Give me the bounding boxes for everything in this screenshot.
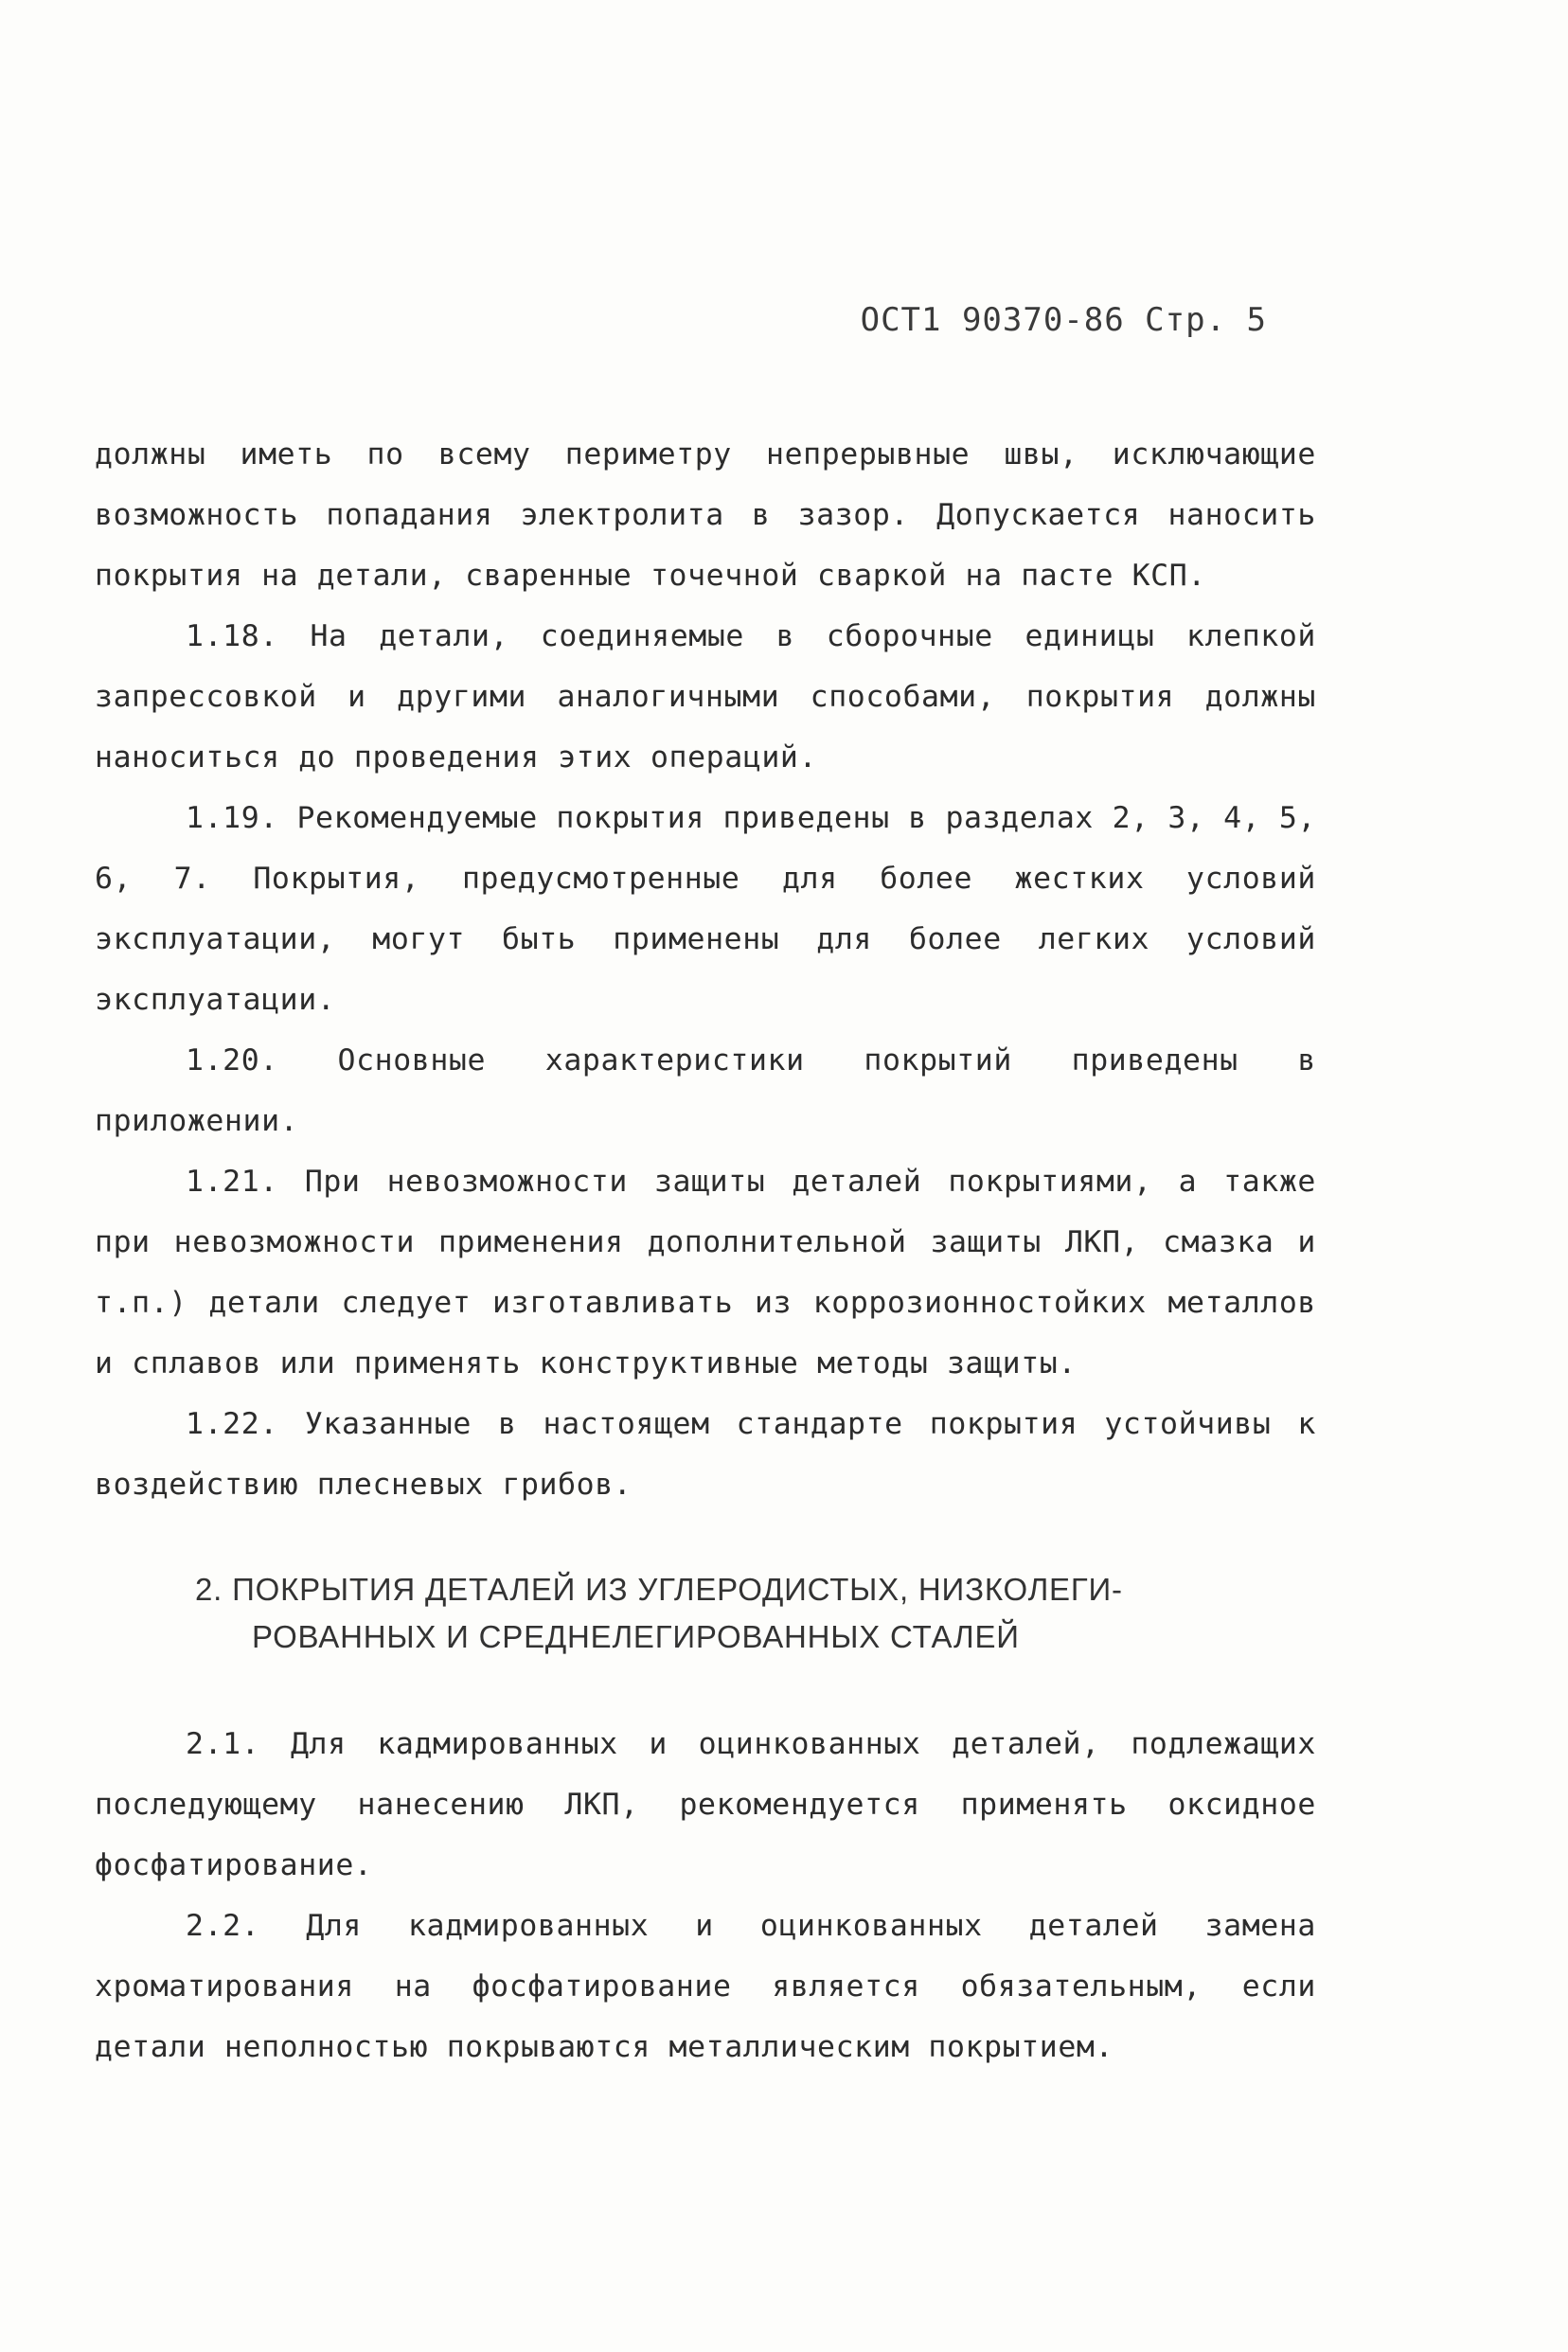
paragraph-1-19: 1.19. Рекомендуемые покрытия приведены в разделах 2, 3, 4, 5, 6, 7. Покрытия, предусмотренные для более жестких условий эксплуатации, могут быть применены для более легких условий эксплуатации. bbox=[95, 801, 1316, 1017]
paragraph-continuation: должны иметь по всему периметру непрерывные швы, исключающие возможность попадания электролита в зазор. Допускается наносить покрытия на детали, сваренные точечной сваркой на пасте КСП. bbox=[95, 437, 1316, 593]
section-2-heading-line1: 2. ПОКРЫТИЯ ДЕТАЛЕЙ ИЗ УГЛЕРОДИСТЫХ, НИЗКОЛЕГИ- bbox=[195, 1572, 1123, 1607]
paragraph-1-21: 1.21. При невозможности защиты деталей покрытиями, а также при невозможности применения дополнительной защиты ЛКП, смазка и т.п.) детали следует изготавливать из коррозионностойких металлов и сплавов или применять конструктивные методы защиты. bbox=[95, 1165, 1316, 1381]
paragraph-2-1: 2.1. Для кадмированных и оцинкованных деталей, подлежащих последующему нанесению ЛКП, рекомендуется применять оксидное фосфатирование. bbox=[95, 1727, 1316, 1882]
section-2-heading-line2: РОВАННЫХ И СРЕДНЕЛЕГИРОВАННЫХ СТАЛЕЙ bbox=[252, 1619, 1020, 1654]
page-header-doc-ref: ОСТ1 90370-86 Стр. 5 bbox=[860, 301, 1267, 339]
paragraph-1-18: 1.18. На детали, соединяемые в сборочные единицы клепкой запрессовкой и другими аналогичными способами, покрытия должны наноситься до проведения этих операций. bbox=[95, 619, 1316, 775]
section-2-heading bbox=[195, 1566, 1316, 1661]
paragraph-1-22: 1.22. Указанные в настоящем стандарте покрытия устойчивы к воздействию плесневых грибов. bbox=[95, 1407, 1316, 1502]
paragraph-2-2: 2.2. Для кадмированных и оцинкованных деталей замена хроматирования на фосфатирование является обязательным, если детали неполностью покрываются металлическим покрытием. bbox=[95, 1909, 1316, 2064]
paragraph-1-20: 1.20. Основные характеристики покрытий приведены в приложении. bbox=[95, 1043, 1316, 1138]
body-text bbox=[95, 424, 1316, 2077]
